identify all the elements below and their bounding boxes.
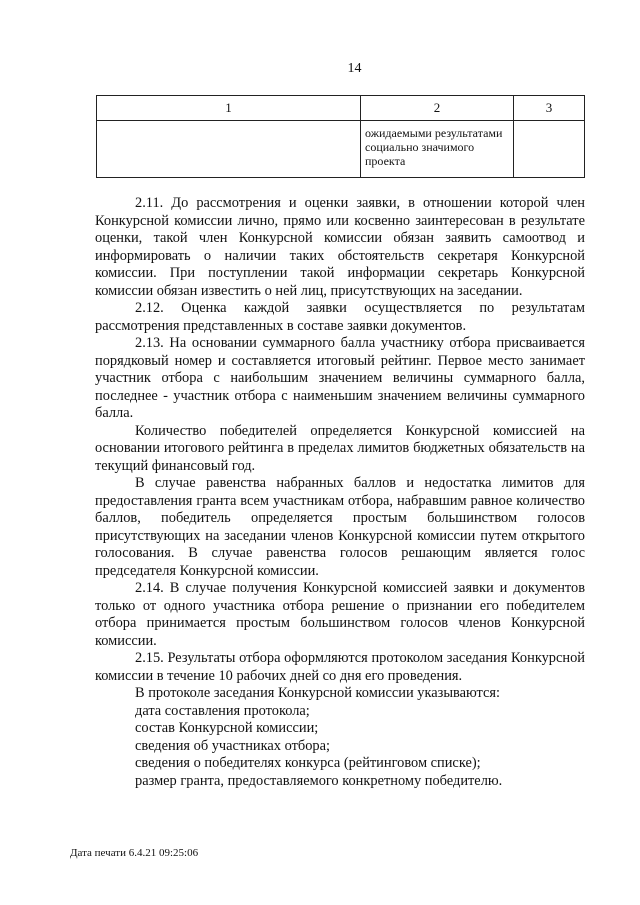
- table-cell-3: [514, 121, 585, 178]
- print-date: Дата печати 6.4.21 09:25:06: [70, 847, 199, 859]
- table-cell-2-text: ожидаемыми результатами социально значимого проекта: [365, 126, 503, 168]
- paragraph-protocol-intro: В протоколе заседания Конкурсной комиссии указываются:: [135, 685, 501, 701]
- list-item: сведения о победителях конкурса (рейтинговом списке);: [135, 755, 481, 771]
- document-body: [95, 195, 585, 790]
- page-number: 14: [347, 61, 362, 76]
- table-cell-2: [361, 121, 514, 178]
- paragraph-equal-scores: В случае равенства набранных баллов и недостатка лимитов для предоставления гранта всем участникам отбора, набравшим равное количество баллов, победитель определяется простым большинством голосов присутствующих на заседании членов Конкурсной комиссии путем открытого голосования. В случае равенства голосов решающим является голос председателя Конкурсной комиссии.: [95, 475, 585, 579]
- paragraph-2-15: 2.15. Результаты отбора оформляются протоколом заседания Конкурсной комиссии в течение 10 рабочих дней со дня его проведения.: [95, 650, 585, 684]
- table-cell-1-text: [97, 121, 360, 126]
- table-column-number-2: 2: [361, 96, 514, 121]
- table-row: [97, 121, 585, 178]
- paragraph-2-13: 2.13. На основании суммарного балла участнику отбора присваивается порядковый номер и составляется итоговый рейтинг. Первое место занимает участник отбора с наибольшим значением величины суммарного балла, последнее - участник отбора с наименьшим значением величины суммарного балла.: [95, 335, 585, 421]
- list-item: дата составления протокола;: [135, 702, 310, 719]
- paragraph-2-12: 2.12. Оценка каждой заявки осуществляется по результатам рассмотрения представленных в составе заявки документов.: [95, 300, 585, 334]
- table-cell-1: [97, 121, 361, 178]
- paragraph-winners-count: Количество победителей определяется Конкурсной комиссией на основании итогового рейтинга в пределах лимитов бюджетных обязательств на текущий финансовый год.: [95, 422, 585, 474]
- continuation-table: [96, 95, 585, 178]
- paragraph-2-11: 2.11. До рассмотрения и оценки заявки, в отношении которой член Конкурсной комиссии лично, прямо или косвенно заинтересован в результате оценки, такой член Конкурсной комиссии обязан заявить самоотвод и информировать о наличии таких обстоятельств секретаря Конкурсной комиссии. При поступлении такой информации секретарь Конкурсной комиссии обязан известить о ней лиц, присутствующих на заседании.: [95, 195, 585, 299]
- table-cell-3-text: [514, 121, 584, 126]
- list-item: сведения об участниках отбора;: [135, 737, 330, 754]
- table-column-number-1: 1: [97, 96, 361, 121]
- table-column-number-3: 3: [514, 96, 585, 121]
- paragraph-2-14: 2.14. В случае получения Конкурсной комиссией заявки и документов только от одного участника отбора решение о признании его победителем отбора принимается простым большинством голосов членов Конкурсной комиссии.: [95, 580, 585, 649]
- list-item: размер гранта, предоставляемого конкретному победителю.: [135, 772, 503, 789]
- list-item: состав Конкурсной комиссии;: [135, 720, 319, 736]
- table-column-numbers-row: [97, 96, 585, 121]
